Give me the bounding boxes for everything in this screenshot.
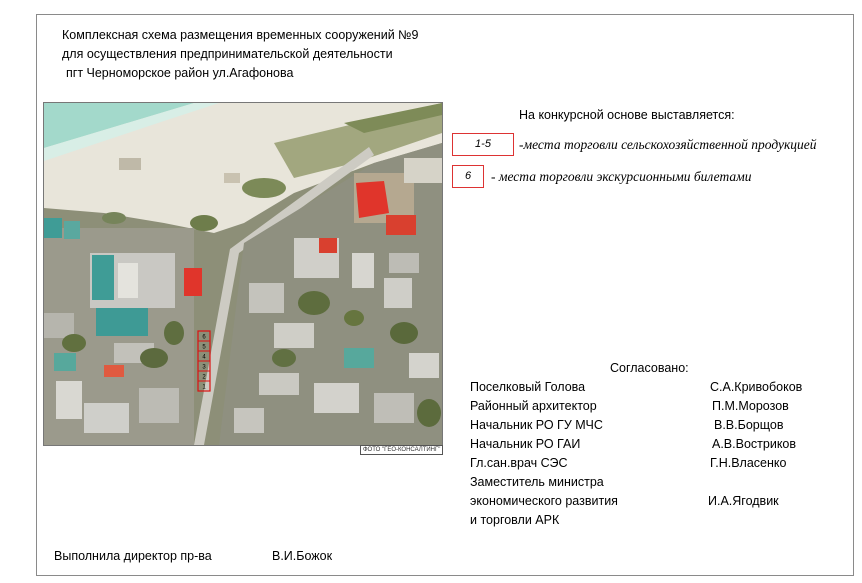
kiosk-label: 2 xyxy=(202,374,206,381)
document-title xyxy=(62,26,419,83)
approval-role: экономического развития xyxy=(470,494,618,508)
approval-row xyxy=(470,416,830,435)
approval-name: С.А.Кривобоков xyxy=(710,380,803,394)
approval-name: И.А.Ягодвик xyxy=(708,494,779,508)
approval-role: Районный архитектор xyxy=(470,399,597,413)
approval-name: В.В.Борщов xyxy=(714,418,784,432)
photo-credit: ФОТО "ГЕО-КОНСАЛТИНГ" xyxy=(360,445,443,455)
prepared-by-name: В.И.Божок xyxy=(272,549,333,563)
title-line-2: для осуществления предпринимательской деятельности xyxy=(62,47,393,61)
legend-box-6: 6 xyxy=(452,165,484,188)
approval-name: Г.Н.Власенко xyxy=(710,456,787,470)
approval-role: Гл.сан.врач СЭС xyxy=(470,456,568,470)
approval-row xyxy=(470,435,830,454)
approval-list xyxy=(470,378,830,530)
approval-heading: Согласовано: xyxy=(610,361,689,375)
approval-row xyxy=(470,492,830,511)
legend-text-agricultural: -места торговли сельскохозяйственной продукцией xyxy=(519,137,817,152)
legend-box-1-5: 1-5 xyxy=(452,133,514,156)
kiosk-label: 5 xyxy=(202,344,206,351)
kiosk-label: 1 xyxy=(202,384,206,391)
legend-text-tickets: - места торговли экскурсионными билетами xyxy=(491,169,752,184)
prepared-by-label: Выполнила директор пр-ва xyxy=(54,549,212,563)
title-line-3: пгт Черноморское район ул.Агафонова xyxy=(66,66,294,80)
kiosk-label: 3 xyxy=(202,364,206,371)
kiosk-label: 4 xyxy=(202,354,206,361)
approval-role: Начальник РО ГАИ xyxy=(470,437,581,451)
approval-name: П.М.Морозов xyxy=(712,399,789,413)
aerial-map xyxy=(43,102,443,446)
approval-role: Начальник РО ГУ МЧС xyxy=(470,418,603,432)
title-line-1: Комплексная схема размещения временных сооружений №9 xyxy=(62,28,419,42)
approval-row xyxy=(470,511,830,530)
approval-role: Поселковый Голова xyxy=(470,380,586,394)
approval-row xyxy=(470,397,830,416)
approval-row xyxy=(470,378,830,397)
legend-intro: На конкурсной основе выставляется: xyxy=(519,108,735,122)
aerial-photo xyxy=(44,103,442,445)
approval-row xyxy=(470,454,830,473)
approval-row xyxy=(470,473,830,492)
approval-name: А.В.Востриков xyxy=(712,437,797,451)
kiosk-label: 6 xyxy=(202,334,206,341)
approval-role: и торговли АРК xyxy=(470,513,560,527)
approval-role: Заместитель министра xyxy=(470,475,604,489)
